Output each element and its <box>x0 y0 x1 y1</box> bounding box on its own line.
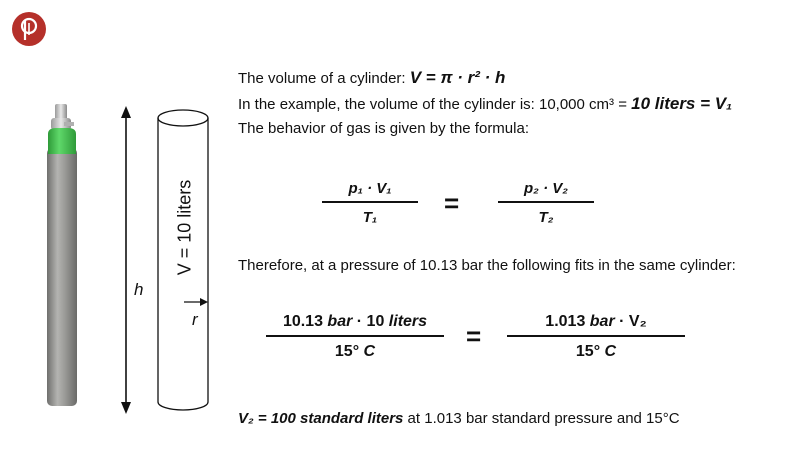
formula1-right-fraction <box>498 180 594 226</box>
example-volume-result: 10 liters = V₁ <box>631 94 733 113</box>
formula2-left-num-unit: bar <box>322 313 357 330</box>
formula2-right-fraction <box>507 313 685 361</box>
formula2-left-num-volume: · 10 <box>356 313 389 330</box>
result-value: V₂ = 100 standard liters <box>238 410 404 427</box>
formula1-equals-sign: = <box>444 188 460 218</box>
cylinder-volume-text: The volume of a cylinder: <box>238 70 410 87</box>
formula2-right-denominator <box>576 337 616 361</box>
example-volume-text: In the example, the volume of the cylinder is: 10,000 cm³ = <box>238 96 632 113</box>
formula2-left-denominator <box>335 337 375 361</box>
formula1-left-numerator: p₁ · V₁ <box>348 180 392 197</box>
formula2-left-num-volume-unit: liters <box>388 313 428 330</box>
formula2-right-numerator <box>539 313 652 335</box>
formula2-left-num-value: 10.13 <box>282 313 323 330</box>
logo-icon <box>18 17 40 41</box>
radius-label: r <box>192 310 198 329</box>
formula2-right-num-unit: bar <box>589 313 615 330</box>
height-arrow <box>121 106 131 414</box>
cylinder-volume-line <box>238 68 505 88</box>
height-label: h <box>134 280 144 299</box>
formula2-right-den-value: 15° <box>575 343 605 360</box>
formula2-right-den-unit: C <box>604 343 617 360</box>
result-line <box>238 410 680 427</box>
volume-label: V = 10 liters <box>174 179 195 275</box>
formula1-right-denominator: T₂ <box>538 209 554 226</box>
example-volume-line <box>238 94 732 114</box>
formula2-left-numerator <box>277 313 433 335</box>
radius-arrow <box>184 298 208 306</box>
logo <box>12 12 46 46</box>
cylinder-volume-formula: V = π · r² · h <box>409 68 506 87</box>
pressure-statement-line: Therefore, at a pressure of 10.13 bar the following fits in the same cylinder: <box>238 257 736 274</box>
gas-cylinder-image <box>34 104 90 414</box>
formula2-right-num-volume: · V₂ <box>614 313 647 330</box>
formula2-left-den-value: 15° <box>334 343 364 360</box>
gas-behavior-line: The behavior of gas is given by the formula: <box>238 120 529 137</box>
formula1-left-fraction <box>322 180 418 226</box>
formula2-equals-sign: = <box>466 321 482 351</box>
result-conditions: at 1.013 bar standard pressure and 15°C <box>403 410 680 427</box>
formula2-right-num-value: 1.013 <box>545 313 590 330</box>
formula1-left-denominator: T₁ <box>362 209 378 226</box>
formula2-left-fraction <box>266 313 444 361</box>
formula1-right-numerator: p₂ · V₂ <box>524 180 568 197</box>
formula2-left-den-unit: C <box>363 343 376 360</box>
